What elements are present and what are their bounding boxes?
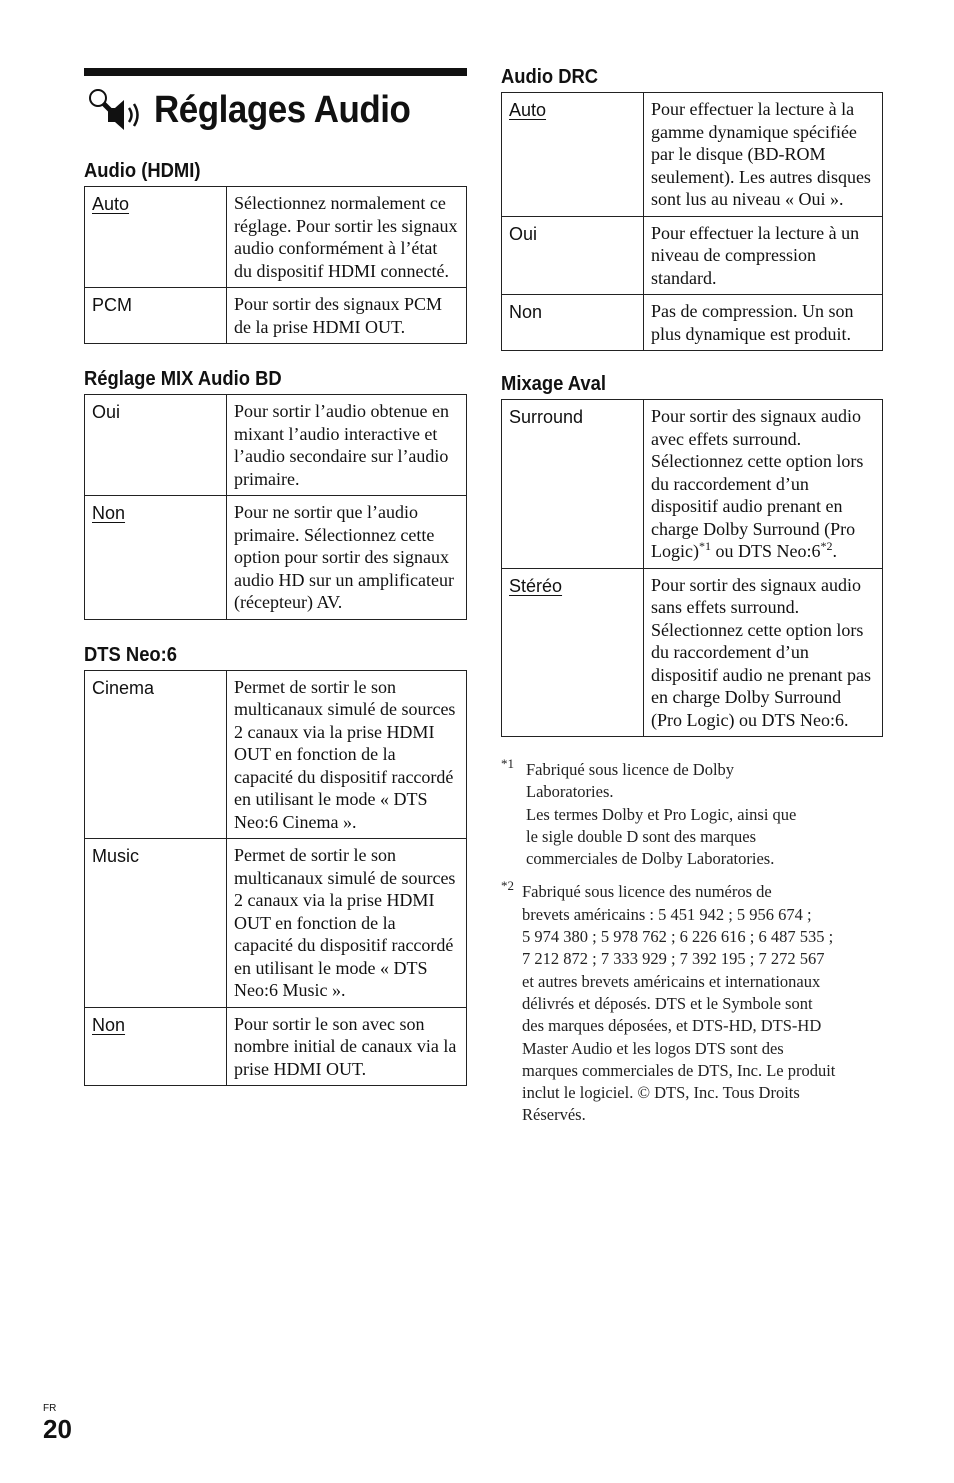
- footnote-line: Fabriqué sous licence de Dolby: [526, 760, 735, 779]
- table-row: [502, 216, 883, 295]
- footnote-1: [501, 756, 883, 870]
- footnote-line: inclut le logiciel. © DTS, Inc. Tous Droits: [522, 1083, 800, 1103]
- table-row: [85, 839, 467, 1008]
- table-row: [85, 288, 467, 344]
- option-desc: Permet de sortir le son multicanaux simulé de sources 2 canaux via la prise HDMI OUT en fonction de la capacité du dispositif raccordé en utilisant le mode « DTS Neo:6 Cinema ».: [227, 670, 467, 839]
- option-key: Oui: [92, 402, 121, 422]
- section-heading: DTS Neo:6: [84, 643, 178, 666]
- footnote-line: le sigle double D sont des marques: [526, 826, 757, 846]
- footnote-line: 7 212 872 ; 7 333 929 ; 7 392 195 ; 7 272 567: [522, 949, 825, 969]
- table-row: [502, 400, 883, 569]
- footnote-2: [501, 878, 883, 1126]
- options-table: [84, 670, 467, 1087]
- option-key-default: Auto: [92, 194, 130, 214]
- page-footer: [43, 1403, 72, 1442]
- section-dts-neo6: [84, 640, 467, 1087]
- option-desc: Pour sortir l’audio obtenue en mixant l’audio interactive et l’audio secondaire sur l’audio primaire.: [227, 395, 467, 496]
- section-mix-audio-bd: [84, 364, 467, 620]
- footnote-mark: *1: [501, 756, 514, 771]
- footnote-line: des marques déposées, et DTS-HD, DTS-HD: [522, 1016, 822, 1036]
- option-key: Surround: [509, 407, 584, 427]
- footnote-line: Fabriqué sous licence des numéros de: [522, 882, 772, 902]
- option-desc: Pour effectuer la lecture à un niveau de compression standard.: [644, 216, 883, 295]
- options-table: [84, 394, 467, 620]
- footnote-line: Laboratories.: [526, 782, 614, 802]
- table-row: [502, 295, 883, 351]
- speaker-wrench-icon: [84, 84, 146, 136]
- table-row: [85, 1007, 467, 1086]
- section-heading: Audio (HDMI): [84, 160, 201, 182]
- right-column: [501, 62, 883, 1127]
- option-key-default: Non: [92, 503, 126, 523]
- footnote-ref: *2: [820, 539, 833, 553]
- footnote-line: Réservés.: [522, 1105, 586, 1125]
- section-mixage-aval: [501, 369, 883, 737]
- section-heading: Réglage MIX Audio BD: [84, 368, 282, 390]
- table-row: [85, 496, 467, 620]
- footnote-line: et autres brevets américains et internationaux: [522, 971, 821, 991]
- footnote-line: délivrés et déposés. DTS et le Symbole sont: [522, 993, 813, 1013]
- option-desc: Pour sortir des signaux audio sans effets surround. Sélectionnez cette option lors du raccordement d’un dispositif audio ne prenant pas en charge Dolby Surround (Pro Logic) ou DTS Neo:6.: [644, 568, 883, 737]
- footnote-line: commerciales de Dolby Laboratories.: [526, 849, 775, 869]
- option-desc: Permet de sortir le son multicanaux simulé de sources 2 canaux via la prise HDMI OUT en fonction de la capacité du dispositif raccordé en utilisant le mode « DTS Neo:6 Music ».: [227, 839, 467, 1008]
- footnote-line: Les termes Dolby et Pro Logic, ainsi que: [526, 804, 797, 824]
- left-column: [84, 68, 467, 1086]
- options-table: [501, 92, 883, 351]
- title-bar: [84, 80, 467, 140]
- section-audio-hdmi: [84, 156, 467, 344]
- page-title: Réglages Audio: [154, 88, 411, 131]
- footnote-line: Master Audio et les logos DTS sont des: [522, 1038, 784, 1058]
- option-key: PCM: [92, 295, 132, 315]
- options-table: [84, 186, 467, 344]
- table-row: [502, 568, 883, 737]
- table-row: [502, 93, 883, 217]
- option-key-default: Auto: [509, 100, 547, 120]
- footnote-line: marques commerciales de DTS, Inc. Le produit: [522, 1060, 836, 1080]
- title-rule: [84, 68, 467, 76]
- option-key-default: Stéréo: [509, 575, 563, 596]
- option-key: Oui: [509, 223, 538, 244]
- table-row: [85, 670, 467, 839]
- footnote-ref: *1: [698, 539, 711, 553]
- page-number: 20: [43, 1414, 72, 1444]
- desc-part: Pour sortir des signaux audio avec effets surround. Sélectionnez cette option lors du raccordement d’un dispositif audio prenant en charge Dolby Surround (Pro Logic): [651, 406, 864, 561]
- table-row: [85, 395, 467, 496]
- section-audio-drc: [501, 62, 883, 351]
- option-desc: Pas de compression. Un son plus dynamique est produit.: [644, 295, 883, 351]
- footnote-line: 5 974 380 ; 5 978 762 ; 6 226 616 ; 6 487 535 ;: [522, 927, 834, 947]
- option-desc: Pour ne sortir que l’audio primaire. Sélectionnez cette option pour sortir des signaux audio HD sur un amplificateur (récepteur) AV.: [227, 496, 467, 620]
- option-key: Non: [509, 302, 543, 322]
- option-desc: Pour effectuer la lecture à la gamme dynamique spécifiée par le disque (BD-ROM seulement). Les autres disques sont lus au niveau « Oui ».: [644, 93, 883, 217]
- option-key: Music: [92, 846, 140, 866]
- desc-part: .: [832, 541, 837, 561]
- option-desc: Pour sortir des signaux PCM de la prise HDMI OUT.: [227, 288, 467, 344]
- table-row: [85, 187, 467, 288]
- language-label: FR: [43, 1403, 57, 1414]
- option-desc: [644, 400, 883, 569]
- options-table: [501, 399, 883, 737]
- option-desc: Pour sortir le son avec son nombre initial de canaux via la prise HDMI OUT.: [227, 1007, 467, 1086]
- option-key-default: Non: [92, 1014, 126, 1035]
- section-heading: Mixage Aval: [501, 373, 606, 395]
- option-desc: Sélectionnez normalement ce réglage. Pour sortir les signaux audio conformément à l’état du dispositif HDMI connecté.: [227, 187, 467, 288]
- footnote-line: brevets américains : 5 451 942 ; 5 956 674 ;: [522, 904, 812, 924]
- desc-part: ou DTS Neo:6: [710, 541, 821, 561]
- section-heading: Audio DRC: [501, 66, 599, 88]
- footnote-mark: *2: [501, 878, 514, 894]
- option-key: Cinema: [92, 677, 155, 698]
